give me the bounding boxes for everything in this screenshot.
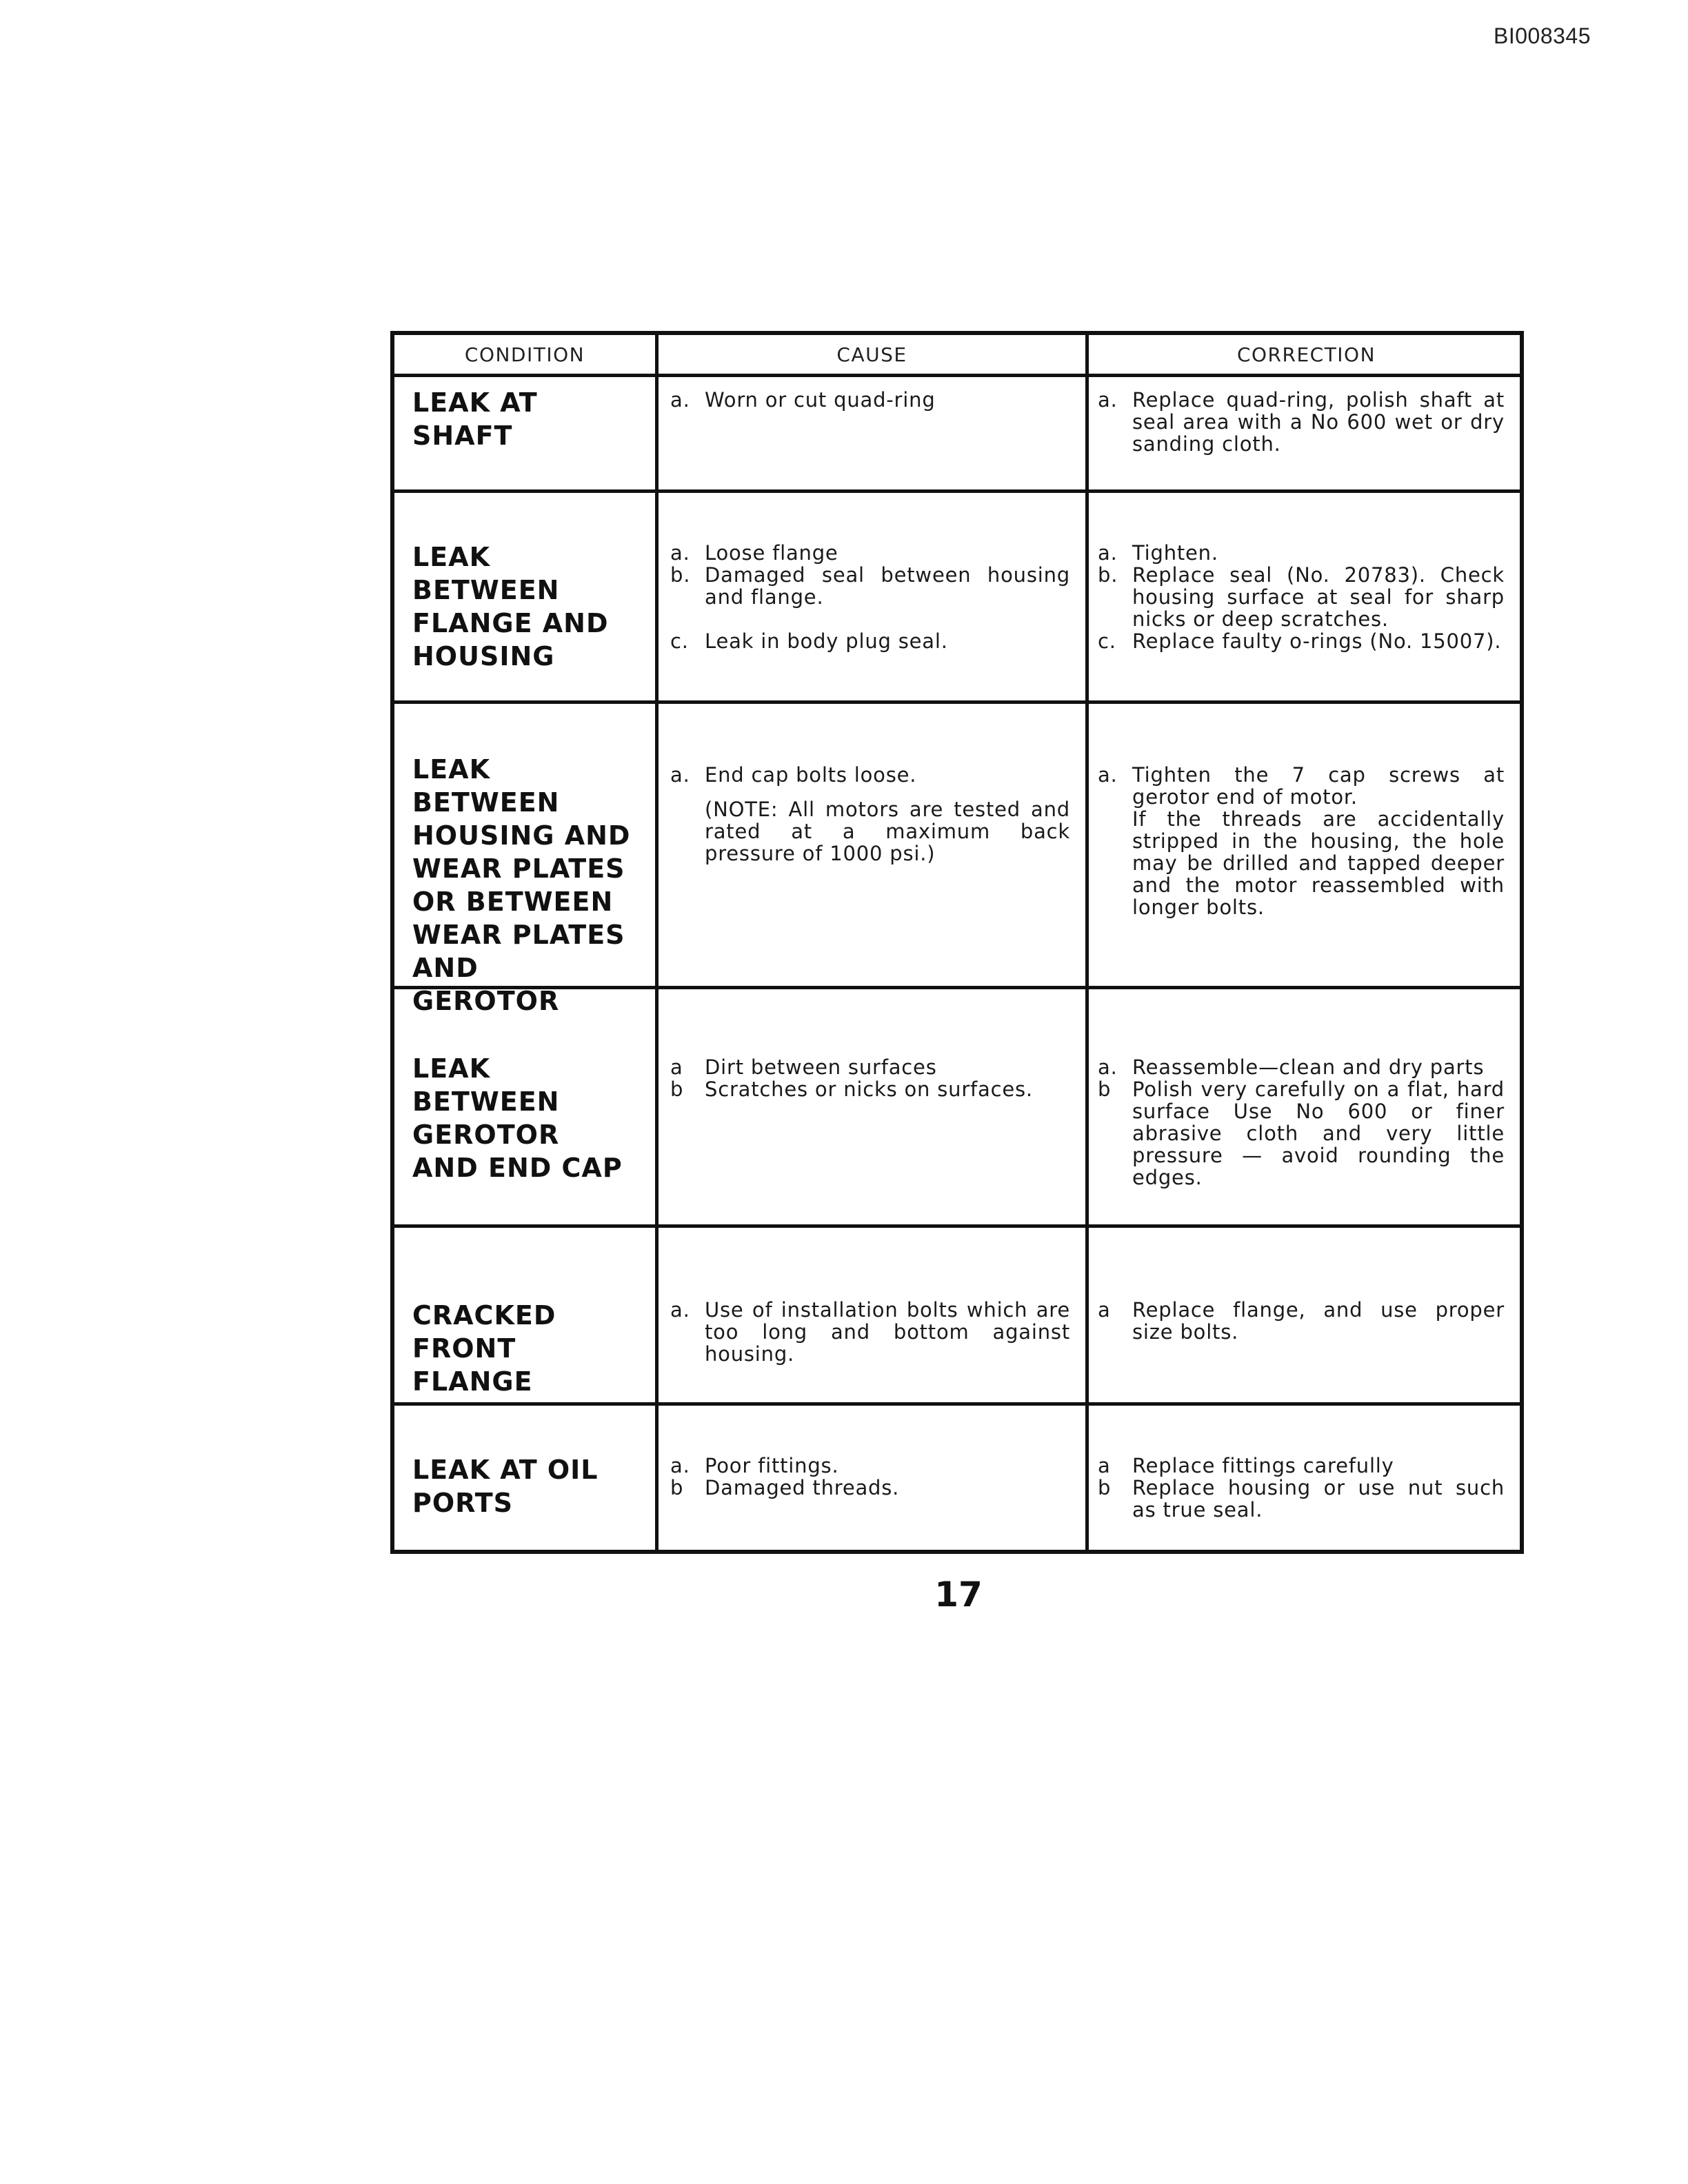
column-divider [1085, 335, 1089, 1550]
item-letter: b [670, 1078, 684, 1101]
item-text: Replace flange, and use proper size bolts. [1132, 1298, 1505, 1344]
troubleshooting-table [390, 331, 1524, 1554]
item-text: End cap bolts loose. [705, 763, 917, 787]
cause-item [670, 542, 1070, 564]
item-text: Replace faulty o-rings (No. 15007). [1132, 629, 1502, 653]
page-number: 17 [934, 1575, 983, 1615]
item-text: Dirt between surfaces [705, 1055, 937, 1079]
correction-cell [1098, 1455, 1505, 1521]
correction-cell [1098, 542, 1505, 652]
cause-item [670, 1299, 1070, 1365]
item-text: Reassemble—clean and dry parts [1132, 1055, 1485, 1079]
item-letter: c. [1098, 629, 1116, 653]
item-text: Tighten. [1132, 541, 1218, 565]
cause-item [670, 630, 1070, 652]
cause-item [670, 1078, 1070, 1100]
cause-cell [670, 542, 1070, 652]
cause-item [670, 564, 1070, 608]
item-letter: a. [670, 541, 690, 565]
item-letter: a. [670, 388, 690, 412]
condition-label: LEAK BETWEEN GEROTOR AND END CAP [412, 1053, 623, 1183]
item-letter: b [1098, 1476, 1112, 1499]
item-letter: a [1098, 1298, 1111, 1322]
cause-note: (NOTE: All motors are tested and rated at a maximum back pressure of 1000 psi.) [705, 798, 1070, 865]
item-text: Damaged seal between housing and flange. [705, 563, 1070, 609]
cause-item [670, 1056, 1070, 1078]
cause-cell [670, 1299, 1070, 1365]
header-cause: CAUSE [836, 343, 907, 366]
cause-item [670, 1455, 1070, 1477]
column-divider [655, 335, 659, 1550]
item-text: Scratches or nicks on surfaces. [705, 1078, 1033, 1101]
row-divider [394, 1402, 1520, 1406]
item-text: Poor fittings. [705, 1454, 839, 1477]
item-text: Replace housing or use nut such as true seal. [1132, 1476, 1505, 1521]
row-divider [394, 374, 1520, 377]
correction-item [1098, 542, 1505, 564]
correction-item [1098, 389, 1505, 455]
item-text: Worn or cut quad-ring [705, 388, 936, 412]
cause-cell [670, 1056, 1070, 1100]
correction-note: If the threads are accidentally stripped in the housing, the hole may be drilled and tapped deeper and the motor reassembled with longer bolts. [1132, 807, 1505, 919]
correction-cell [1098, 389, 1505, 455]
item-text: Replace quad-ring, polish shaft at seal area with a No 600 wet or dry sanding cloth. [1132, 388, 1505, 456]
cause-cell [670, 764, 1070, 865]
item-letter: a [670, 1055, 683, 1079]
correction-item [1098, 764, 1505, 808]
item-text: Tighten the 7 cap screws at gerotor end of motor. [1132, 763, 1505, 809]
condition-label: LEAK BETWEEN HOUSING AND WEAR PLATES OR BETWEEN WEAR PLATES AND GEROTOR [412, 754, 631, 1016]
correction-item [1098, 1056, 1505, 1078]
document-id: BI008345 [1494, 23, 1591, 48]
condition-label: LEAK BETWEEN FLANGE AND HOUSING [412, 542, 609, 671]
cause-cell [670, 389, 1070, 411]
item-letter: b [670, 1476, 684, 1499]
item-letter: b. [1098, 563, 1118, 587]
item-letter: a. [670, 1298, 690, 1322]
cause-item [670, 1477, 1070, 1499]
item-text: Replace seal (No. 20783). Check housing surface at seal for sharp nicks or deep scratches. [1132, 563, 1505, 631]
item-letter: a. [1098, 763, 1118, 787]
correction-item [1098, 1299, 1505, 1343]
item-letter: a. [1098, 388, 1118, 412]
item-letter: a [1098, 1454, 1111, 1477]
item-text: Leak in body plug seal. [705, 629, 948, 653]
item-letter: a. [670, 763, 690, 787]
row-divider [394, 489, 1520, 493]
row-divider [394, 1224, 1520, 1228]
correction-cell [1098, 1299, 1505, 1343]
correction-item [1098, 1078, 1505, 1189]
item-letter: a. [1098, 541, 1118, 565]
correction-cell [1098, 764, 1505, 918]
correction-item [1098, 630, 1505, 652]
item-letter: b. [670, 563, 691, 587]
item-letter: a. [1098, 1055, 1118, 1079]
header-condition: CONDITION [464, 343, 585, 366]
condition-label: CRACKED FRONT FLANGE [412, 1300, 556, 1397]
header-correction: CORRECTION [1236, 343, 1376, 366]
item-text: Damaged threads. [705, 1476, 900, 1499]
cause-cell [670, 1455, 1070, 1499]
row-divider [394, 700, 1520, 704]
item-letter: c. [670, 629, 689, 653]
correction-item [1098, 1477, 1505, 1521]
item-letter: b [1098, 1078, 1112, 1101]
cause-item [670, 764, 1070, 786]
cause-item [670, 389, 1070, 411]
correction-cell [1098, 1056, 1505, 1189]
condition-label: LEAK AT SHAFT [412, 387, 538, 451]
item-text: Use of installation bolts which are too long and bottom against housing. [705, 1298, 1070, 1366]
item-text: Loose flange [705, 541, 838, 565]
correction-item [1098, 1455, 1505, 1477]
correction-item [1098, 564, 1505, 630]
item-letter: a. [670, 1454, 690, 1477]
item-text: Replace fittings carefully [1132, 1454, 1394, 1477]
condition-label: LEAK AT OIL PORTS [412, 1455, 599, 1518]
item-text: Polish very carefully on a flat, hard surface Use No 600 or finer abrasive cloth and very little pressure — avoid rounding the edges. [1132, 1078, 1505, 1189]
